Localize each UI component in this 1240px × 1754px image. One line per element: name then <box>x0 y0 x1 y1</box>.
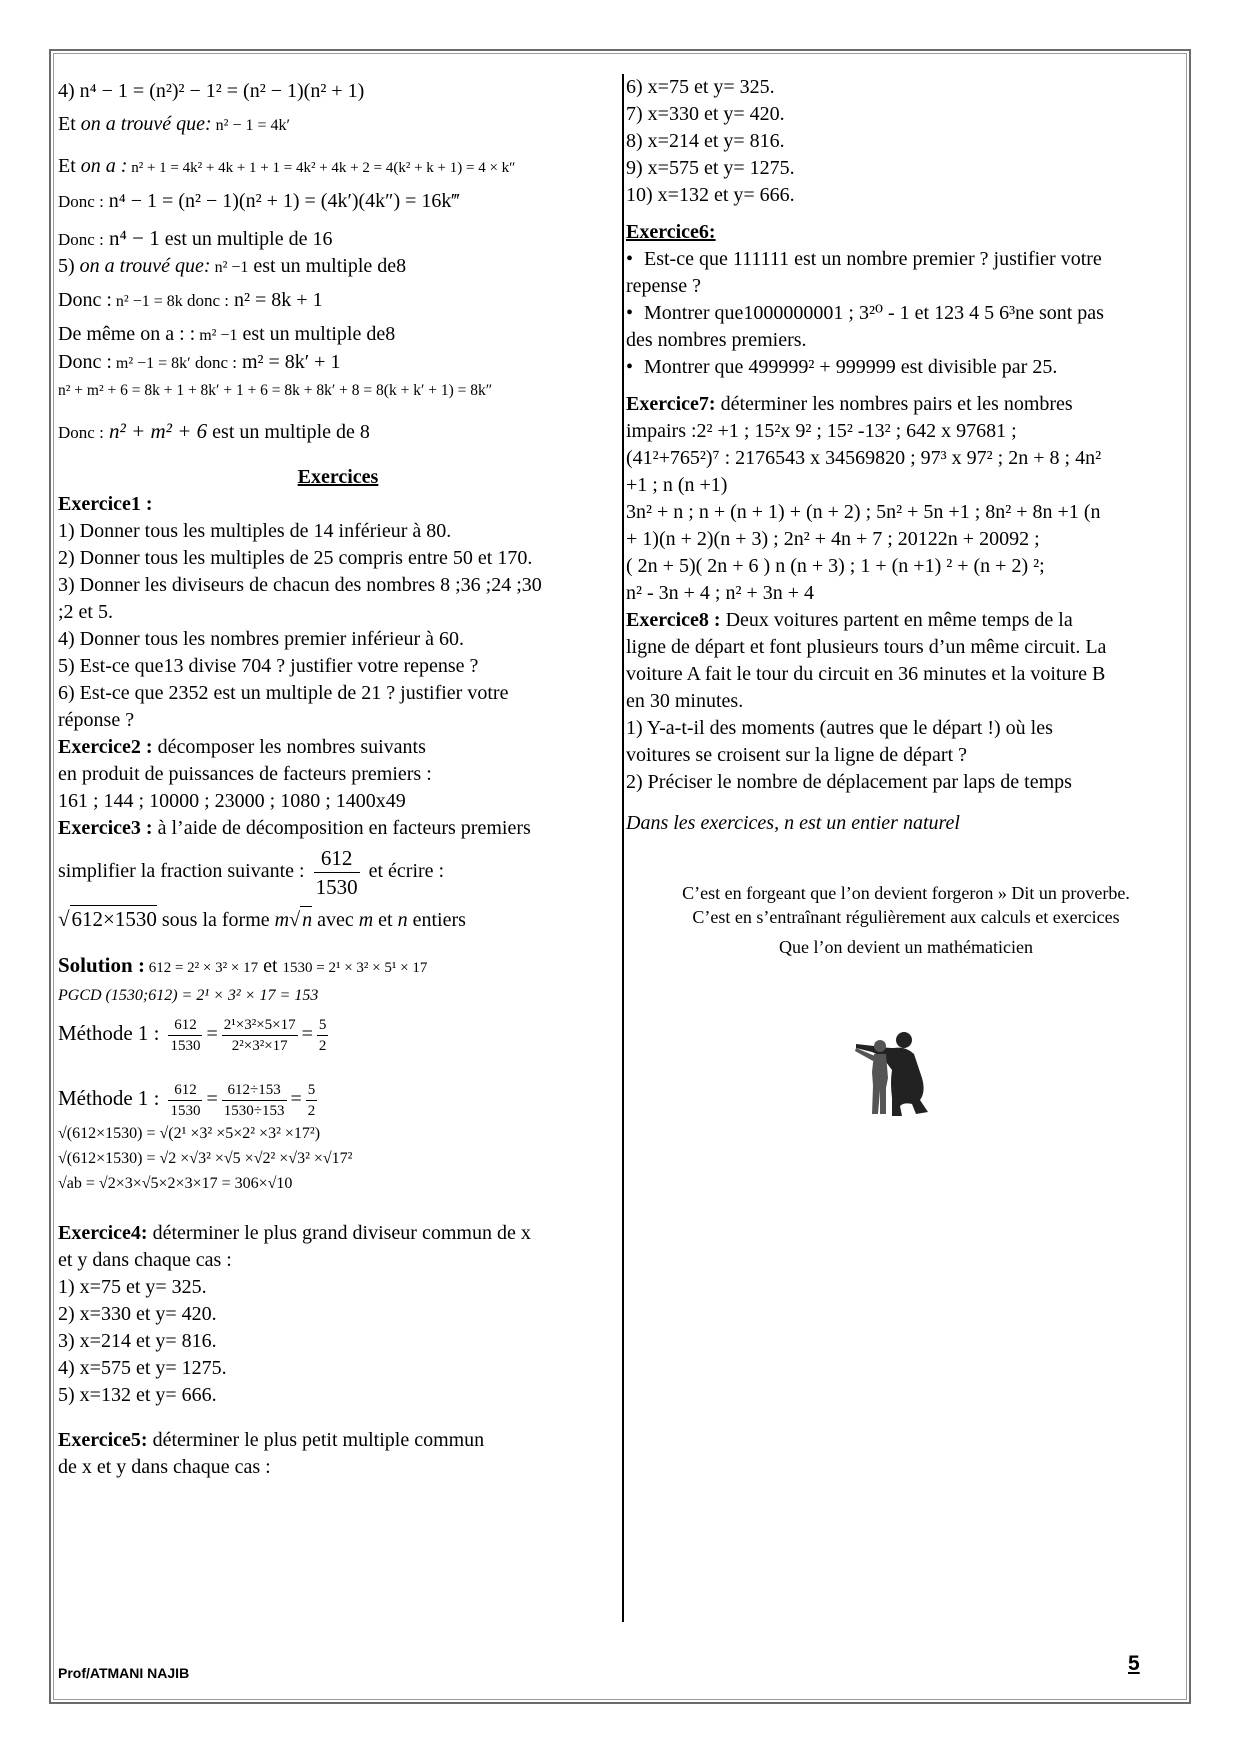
exercise7-line: 3n² + n ; n + (n + 1) + (n + 2) ; 5n² + 5n +1 ; 8n² + 8n +1 (n <box>626 501 1101 523</box>
text: Est-ce que 111111 est un nombre premier ? justifier votre <box>644 248 1102 270</box>
denominator: 1530 <box>315 875 358 899</box>
solution-title: Solution : <box>58 953 145 977</box>
text: et <box>258 955 283 977</box>
text: Donc : <box>58 192 104 211</box>
text: Donc : <box>58 423 104 442</box>
exercise4-line-1 <box>58 1220 618 1247</box>
exercise8-line: ligne de départ et font plusieurs tours d’un même circuit. La <box>626 636 1107 658</box>
exercise7-title: Exercice7: <box>626 393 716 415</box>
exercise4-item: 4) x=575 et y= 1275. <box>58 1357 227 1379</box>
text: sous la forme <box>156 909 275 931</box>
exercise7-line: n² - 3n + 4 ; n² + 3n + 4 <box>626 582 815 604</box>
exercise6-bullet-1-cont: repense ? <box>626 275 701 297</box>
column-divider <box>622 74 624 1622</box>
exercise5-item: 9) x=575 et y= 1275. <box>626 157 795 179</box>
fraction <box>222 1015 298 1056</box>
exercise2-line-2: en produit de puissances de facteurs premiers : <box>58 763 432 785</box>
numerator: 612 <box>168 1015 202 1036</box>
exercise4-line-2: et y dans chaque cas : <box>58 1249 232 1271</box>
right-column <box>626 74 1186 959</box>
denominator: 2²×3²×17 <box>231 1038 288 1054</box>
exercise7-line: ( 2n + 5)( 2n + 6 ) n (n + 3) ; 1 + (n +1) ² + (n + 2) ²; <box>626 555 1045 577</box>
text: Deux voitures partent en même temps de la <box>720 609 1073 631</box>
math: n² + 1 = 4k² + 4k + 1 + 1 = 4k² + 4k + 2 = 4(k² + k + 1) = 4 × k″ <box>127 160 516 176</box>
numerator: 5 <box>317 1015 329 1036</box>
text: déterminer les nombres pairs et les nombres <box>715 393 1073 415</box>
text: est un multiple de8 <box>248 255 407 277</box>
text: Donc : <box>58 289 112 311</box>
bullet-icon: • <box>626 356 634 378</box>
method1-line: Méthode 1 : $\frac{612}{1530}$ = $\frac{\text{2¹×3²×5×17}}{\text{2²×3²×17}}$ = $\frac{5}{2}$ <box>58 1017 327 1054</box>
exercise8-line: 1) Y-a-t-il des moments (autres que le départ !) où les <box>626 717 1053 739</box>
text: Donc : <box>58 351 112 373</box>
numerator: 612÷153 <box>222 1080 287 1101</box>
fraction <box>168 1015 202 1056</box>
math: m² −1 = 8k′ <box>111 355 191 372</box>
text: décomposer les nombres suivants <box>152 736 426 758</box>
proof-line-10: n² + m² + 6 = 8k + 1 + 8k′ + 1 + 6 = 8k + 8k′ + 8 = 8(k + k′ + 1) = 8k″ <box>58 382 493 399</box>
radical-line-2: √(612×1530) = √2 ×√3² ×√5 ×√2² ×√3² ×√17² <box>58 1150 353 1167</box>
proof-line-6 <box>58 253 618 281</box>
text: donc : <box>182 291 230 310</box>
bullet-icon: • <box>626 248 634 270</box>
numerator: 5 <box>306 1080 318 1101</box>
exercise2-line-1 <box>58 734 618 761</box>
text: Montrer que 499999² + 999999 est divisible par 25. <box>644 356 1058 378</box>
denominator: 1530 <box>170 1103 201 1119</box>
exercise1-item: 2) Donner tous les multiples de 25 compris entre 50 et 170. <box>58 547 533 569</box>
text: déterminer le plus petit multiple commun <box>147 1429 485 1451</box>
exercise6-title: Exercice6: <box>626 221 716 243</box>
exercise4-item: 1) x=75 et y= 325. <box>58 1276 207 1298</box>
math: 1530 = 2¹ × 3² × 5¹ × 17 <box>282 960 428 976</box>
exercise4-item: 2) x=330 et y= 420. <box>58 1303 217 1325</box>
math: n² + m² + 6 <box>103 419 208 443</box>
text: Et <box>58 155 81 177</box>
exercise6-bullet-3 <box>626 354 1186 381</box>
numerator: 2¹×3²×5×17 <box>222 1015 298 1036</box>
exercise3-line-1 <box>58 815 618 842</box>
exercise7-line: (41²+765²)⁷ : 2176543 x 34569820 ; 97³ x 97² ; 2n + 8 ; 4n² <box>626 447 1102 469</box>
denominator: 1530 <box>170 1038 201 1054</box>
math: n⁴ − 1 <box>103 226 160 250</box>
exercise4-item: 3) x=214 et y= 816. <box>58 1330 217 1352</box>
text: Montrer que1000000001 ; 3²⁰ - 1 et 123 4 5 6³ne sont pas <box>644 302 1104 324</box>
numerator: 612 <box>314 844 360 873</box>
exercise7-line: +1 ; n (n +1) <box>626 474 728 496</box>
exercise6-bullet-2-cont: des nombres premiers. <box>626 329 807 351</box>
sqrt-radicand: 612×1530 <box>71 907 157 931</box>
exercise7-line: impairs :2² +1 ; 15²x 9² ; 15² -13² ; 642 x 97681 ; <box>626 420 1017 442</box>
math: n² −1 = 8k <box>111 293 183 310</box>
exercise5-item: 6) x=75 et y= 325. <box>626 76 775 98</box>
exercise8-line: en 30 minutes. <box>626 690 744 712</box>
exercise4-title: Exercice4: <box>58 1222 148 1244</box>
exercise5-item: 8) x=214 et y= 816. <box>626 130 785 152</box>
numerator: 612 <box>168 1080 202 1101</box>
math: m² = 8k′ + 1 <box>236 351 341 373</box>
text: est un multiple de8 <box>237 323 396 345</box>
exercise6-bullet-1 <box>626 246 1186 273</box>
radical-line-1: √(612×1530) = √(2¹ ×3² ×5×2² ×3² ×17²) <box>58 1125 321 1142</box>
text-italic: on a trouvé que: <box>79 255 211 277</box>
exercise8-line: voiture A fait le tour du circuit en 36 minutes et la voiture B <box>626 663 1106 685</box>
math: 612 = 2² × 3² × 17 <box>144 960 259 976</box>
exercise3-line-3 <box>58 905 618 934</box>
exercise8-line: voitures se croisent sur la ligne de départ ? <box>626 744 967 766</box>
proof-line-5 <box>58 225 618 253</box>
sqrt-radicand: n <box>300 906 312 934</box>
exercise1-item: 4) Donner tous les nombres premier inférieur à 60. <box>58 628 464 650</box>
text: à l’aide de décomposition en facteurs premiers <box>152 817 531 839</box>
math-m: m <box>358 909 374 931</box>
proof-line-2 <box>58 111 618 139</box>
exercise8-line: 2) Préciser le nombre de déplacement par laps de temps <box>626 771 1072 793</box>
exercise7-line: + 1)(n + 2)(n + 3) ; 2n² + 4n + 7 ; 20122n + 20092 ; <box>626 528 1040 550</box>
exercise1-item: 1) Donner tous les multiples de 14 inférieur à 80. <box>58 520 452 542</box>
exercise8-title: Exercice8 : <box>626 609 721 631</box>
method2-label: Méthode 1 : <box>58 1086 160 1111</box>
math: n² − 1 = 4k′ <box>211 117 291 134</box>
exercise2-line-3: 161 ; 144 ; 10000 ; 23000 ; 1080 ; 1400x49 <box>58 790 406 812</box>
radical-line-3: √ab = √2×3×√5×2×3×17 = 306×√10 <box>58 1175 293 1192</box>
method2-line: Méthode 1 : $\frac{612}{1530}$ = $\frac{612\div 153}{1530\div 153}$ = $\frac{5}{2}$ <box>58 1082 316 1119</box>
sqrt-expression: √612×1530 <box>58 907 157 931</box>
note-natural-integer: Dans les exercices, n est un entier naturel <box>626 812 960 834</box>
footer-page-number: 5 <box>1128 1652 1140 1675</box>
proof-line-9 <box>58 349 618 377</box>
text: déterminer le plus grand diviseur commun de x <box>147 1222 531 1244</box>
exercise7-line-1 <box>626 391 1186 418</box>
proof-line-8 <box>58 321 618 349</box>
left-column <box>58 74 618 1481</box>
footer-author: Prof/ATMANI NAJIB <box>58 1665 190 1681</box>
text: entiers <box>407 909 466 931</box>
exercise1-item: réponse ? <box>58 709 135 731</box>
math: m² −1 <box>195 327 238 344</box>
exercise5-item: 7) x=330 et y= 420. <box>626 103 785 125</box>
text: 5) <box>58 255 80 277</box>
exercise1-item: ;2 et 5. <box>58 601 113 623</box>
exercise1-item: 5) Est-ce que13 divise 704 ? justifier votre repense ? <box>58 655 479 677</box>
fraction <box>222 1080 287 1121</box>
sqrt-n: √ n <box>289 909 312 931</box>
text: est un multiple de 8 <box>207 421 370 443</box>
fraction <box>317 1015 329 1056</box>
fraction <box>306 1080 318 1121</box>
text: est un multiple de 16 <box>159 228 333 250</box>
denominator: 1530÷153 <box>223 1103 285 1119</box>
exercise5-line-1 <box>58 1427 618 1454</box>
exercise5-line-2: de x et y dans chaque cas : <box>58 1456 271 1478</box>
text-italic: on a trouvé que: <box>80 113 212 135</box>
text: et écrire : <box>368 860 445 883</box>
text: Et <box>58 113 81 135</box>
math: n² = 8k + 1 <box>229 289 323 311</box>
exercise2-title: Exercice2 : <box>58 736 153 758</box>
math-m: m <box>274 909 290 931</box>
exercise5-item: 10) x=132 et y= 666. <box>626 184 795 206</box>
exercise4-item: 5) x=132 et y= 666. <box>58 1384 217 1406</box>
denominator: 2 <box>318 1038 327 1054</box>
proof-line-3 <box>58 153 618 182</box>
denominator: 2 <box>307 1103 316 1119</box>
text-italic: on a : <box>80 155 128 177</box>
exercise1-item: 6) Est-ce que 2352 est un multiple de 21 ? justifier votre <box>58 682 509 704</box>
exercise5-title: Exercice5: <box>58 1429 148 1451</box>
method1-label: Méthode 1 : <box>58 1021 160 1046</box>
exercises-heading: Exercices <box>297 466 379 488</box>
math: n⁴ − 1 = (n² − 1)(n² + 1) = (4k′)(4k″) = 16k‴ <box>103 190 460 212</box>
proof-line-4 <box>58 188 618 215</box>
proof-line-1: 4) n⁴ − 1 = (n²)² − 1² = (n² − 1)(n² + 1) <box>58 80 365 102</box>
proverb-line-3: Que l’on devient un mathématicien <box>779 937 1033 957</box>
exercise1-item: 3) Donner les diviseurs de chacun des nombres 8 ;36 ;24 ;30 <box>58 574 542 596</box>
proverb-line-1: C’est en forgeant que l’on devient forgeron » Dit un proverbe. <box>682 883 1130 903</box>
solution-pgcd: PGCD (1530;612) = 2¹ × 3² × 17 = 153 <box>58 987 319 1004</box>
math-n: n <box>397 909 408 931</box>
proof-line-11 <box>58 418 618 446</box>
exercise3-line-2 <box>58 844 618 901</box>
exercise1-title: Exercice1 : <box>58 493 153 515</box>
bullet-icon: • <box>626 302 634 324</box>
adult-child-silhouette-illustration <box>842 1026 938 1122</box>
text: donc : <box>190 353 237 372</box>
exercise6-bullet-2 <box>626 300 1186 327</box>
text: De même on a : : <box>58 323 196 345</box>
proof-line-7 <box>58 287 618 315</box>
text: et <box>373 909 398 931</box>
text: avec <box>312 909 359 931</box>
exercise3-title: Exercice3 : <box>58 817 153 839</box>
text: simplifier la fraction suivante : <box>58 860 305 883</box>
exercise8-line-1 <box>626 607 1186 634</box>
fraction-612-1530 <box>314 844 360 901</box>
solution-line-1 <box>58 952 618 982</box>
proverb-line-2: C’est en s’entraînant régulièrement aux calculs et exercices <box>692 907 1120 927</box>
text: Donc : <box>58 230 104 249</box>
fraction <box>168 1080 202 1121</box>
math: n² −1 <box>210 259 249 276</box>
